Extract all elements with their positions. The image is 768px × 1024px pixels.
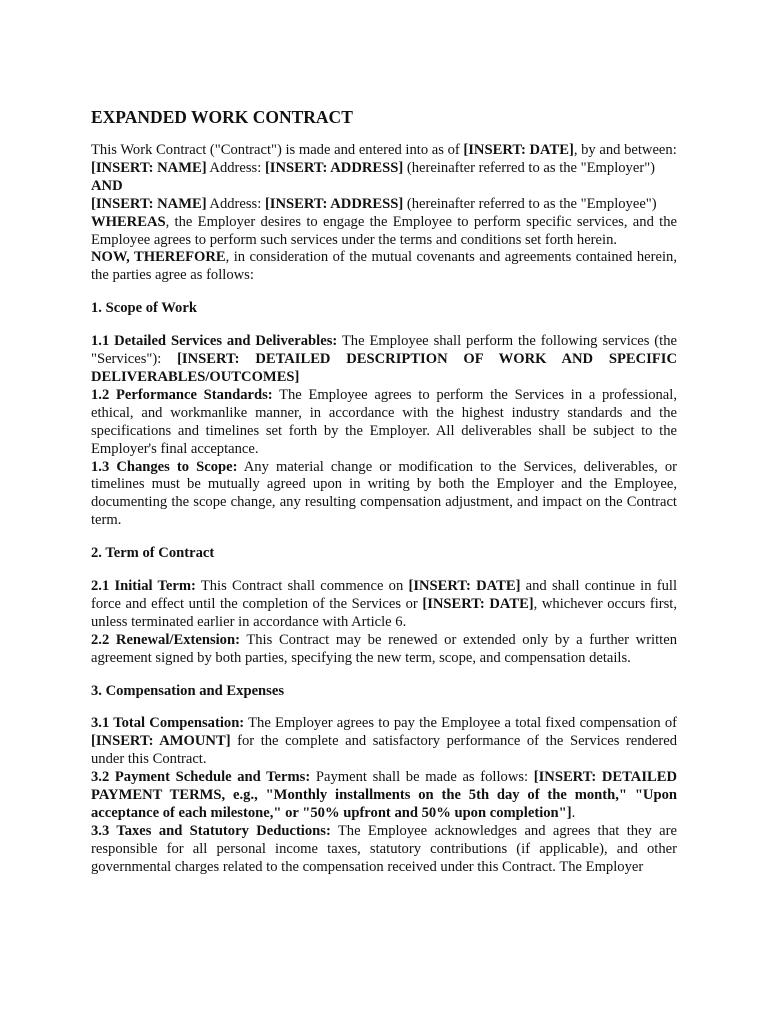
employee-reference: (hereinafter referred to as the "Employee") — [403, 195, 657, 212]
clause-3-2 — [91, 769, 677, 823]
employee-address-label: Address: — [206, 195, 265, 212]
clause-label: 3.2 Payment Schedule and Terms: — [91, 769, 311, 786]
amount-placeholder: [INSERT: AMOUNT] — [91, 733, 231, 750]
employer-address-label: Address: — [206, 159, 265, 176]
clause-text: Any material change or modification to the Services, deliverables, or timelines must be mutually agreed upon in writing by both the Employer and the Employee, documenting the scope change, any resulting compensation adjustment, and impact on the Contract term. — [91, 458, 678, 529]
clause-2-1 — [91, 578, 677, 632]
intro-paragraph — [91, 142, 677, 160]
clause-3-3 — [91, 823, 677, 877]
clause-text: The Employee acknowledges and agrees that they are responsible for all personal income taxes, statutory contributions (if applicable), and other governmental charges related to the compensation received under this Contract. The Employer — [91, 822, 677, 875]
payment-terms-placeholder: [INSERT: DETAILED PAYMENT TERMS, e.g., "Monthly installments on the 5th day of the month," "Upon acceptance of each milestone," or "50% upfront and 50% upon completion"] — [91, 769, 678, 821]
and-text: AND — [91, 177, 123, 194]
and-line — [91, 178, 677, 196]
clause-1-3 — [91, 459, 677, 531]
employer-reference: (hereinafter referred to as the "Employer") — [403, 159, 656, 176]
clause-label: 2.2 Renewal/Extension: — [91, 631, 240, 648]
clause-2-2 — [91, 632, 677, 668]
clause-label: 3.3 Taxes and Statutory Deductions: — [91, 822, 331, 839]
now-therefore-text: , in consideration of the mutual covenants and agreements contained herein, the parties agree as follows: — [91, 249, 677, 284]
now-therefore-clause — [91, 249, 677, 285]
intro-text: This Work Contract ("Contract") is made and entered into as of — [91, 142, 464, 158]
clause-label: 2.1 Initial Term: — [91, 578, 196, 595]
intro-text-end: , by and between: — [573, 142, 677, 158]
clause-text: , whichever occurs first, unless terminated earlier in accordance with Article 6. — [91, 595, 677, 630]
clause-text: for the complete and satisfactory performance of the Services rendered under this Contract. — [91, 733, 677, 768]
clause-label: 3.1 Total Compensation: — [91, 715, 245, 732]
clause-label: 1.2 Performance Standards: — [91, 386, 273, 403]
section-heading-compensation: 3. Compensation and Expenses — [91, 682, 285, 699]
intro-date-placeholder: [INSERT: DATE] — [463, 142, 574, 158]
section-heading-term: 2. Term of Contract — [91, 545, 215, 562]
end-date-placeholder: [INSERT: DATE] — [422, 595, 534, 612]
clause-text: Payment shall be made as follows: — [310, 769, 534, 786]
clause-text: The Employer agrees to pay the Employee a total fixed compensation of — [244, 715, 677, 732]
clause-label: 1.3 Changes to Scope: — [91, 458, 238, 475]
clause-text: . — [571, 805, 576, 821]
start-date-placeholder: [INSERT: DATE] — [408, 578, 521, 595]
clause-text: The Employee agrees to perform the Services in a professional, ethical, and workmanlike manner, in accordance with the highest industry standards and the specifications and timelines set forth by the Employer. All deliverables shall be subject to the Employer's final acceptance. — [91, 386, 677, 457]
employer-name-placeholder: [INSERT: NAME] — [91, 159, 207, 176]
clause-1-1 — [91, 333, 677, 387]
party-employee — [91, 196, 677, 214]
clause-label: 1.1 Detailed Services and Deliverables: — [91, 333, 338, 350]
whereas-text: , the Employer desires to engage the Employee to perform specific services, and the Employee agrees to perform such services under the terms and conditions set forth herein. — [91, 213, 677, 248]
employee-address-placeholder: [INSERT: ADDRESS] — [264, 195, 404, 212]
contract-page — [91, 106, 677, 877]
clause-3-1 — [91, 715, 677, 769]
now-therefore-label: NOW, THEREFORE — [91, 249, 226, 266]
whereas-clause — [91, 214, 677, 250]
whereas-label: WHEREAS — [91, 213, 166, 230]
party-employer — [91, 160, 677, 178]
clause-text: The Employee shall perform the following services (the "Services"): — [91, 333, 677, 368]
employer-address-placeholder: [INSERT: ADDRESS] — [264, 159, 404, 176]
clause-text: and shall continue in full force and effect until the completion of the Services or — [91, 578, 678, 612]
document-title: EXPANDED WORK CONTRACT — [91, 107, 353, 127]
section-heading-scope: 1. Scope of Work — [91, 300, 197, 317]
employee-name-placeholder: [INSERT: NAME] — [91, 195, 207, 212]
clause-1-2 — [91, 387, 677, 459]
services-placeholder: [INSERT: DETAILED DESCRIPTION OF WORK AND SPECIFIC DELIVERABLES/OUTCOMES] — [91, 351, 677, 385]
clause-text: This Contract shall commence on — [195, 578, 409, 595]
clause-text: This Contract may be renewed or extended only by a further written agreement signed by both parties, specifying the new term, scope, and compensation details. — [91, 631, 677, 666]
